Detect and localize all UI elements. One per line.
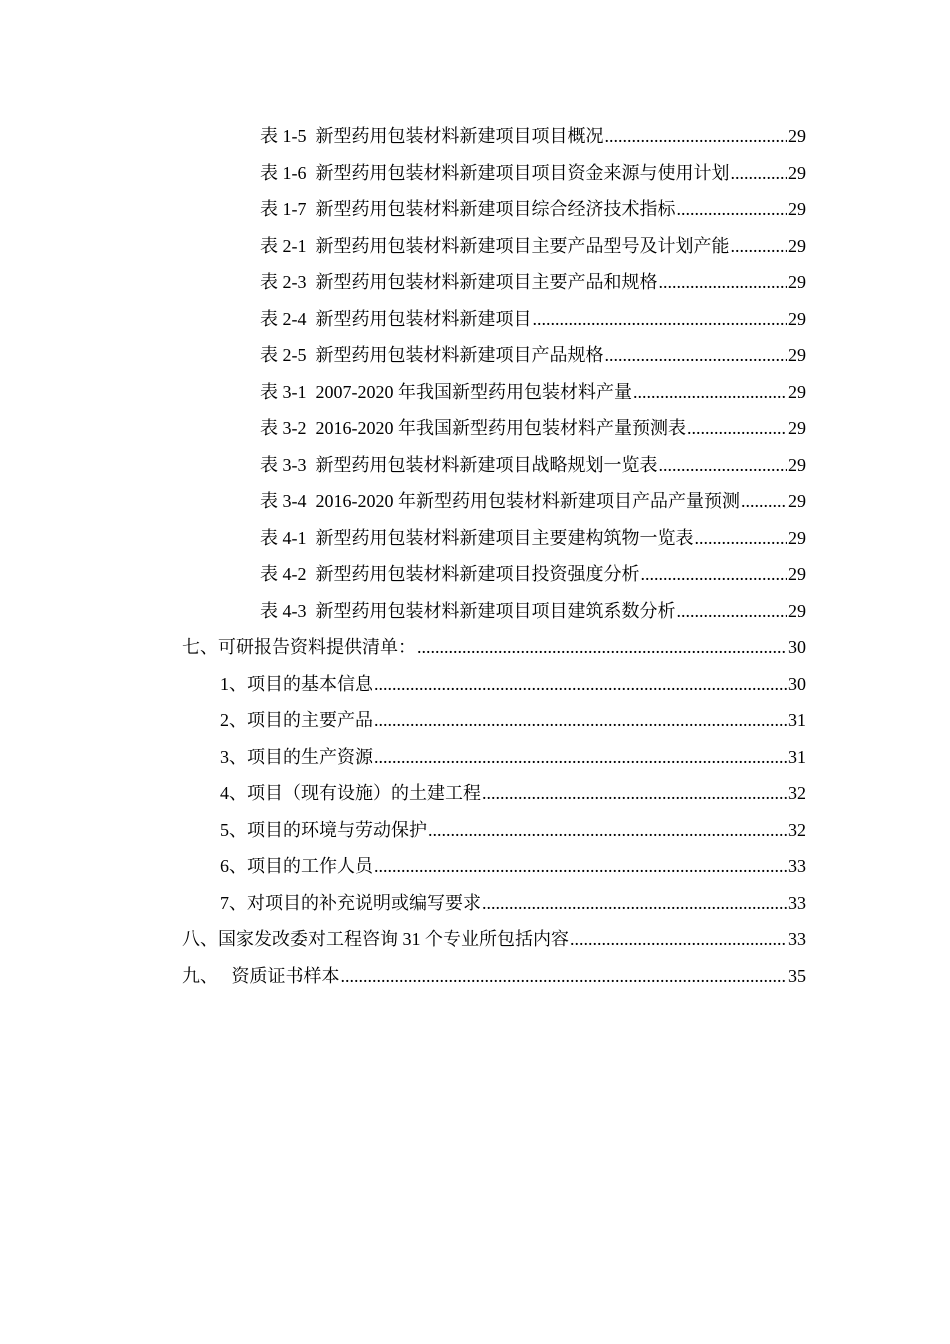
toc-entry-label: 3、项目的生产资源 — [220, 746, 373, 767]
toc-entry-page: 35 — [788, 965, 806, 986]
toc-entry-label: 表 1-6 新型药用包装材料新建项目项目资金来源与使用计划 — [260, 162, 730, 183]
toc-entry-page: 29 — [788, 381, 806, 402]
toc-entry-page: 33 — [788, 929, 806, 949]
toc-entry-page: 32 — [788, 783, 806, 803]
toc-entry-page: 29 — [788, 600, 806, 621]
toc-leader-dots — [659, 447, 788, 483]
toc-leader-dots — [374, 739, 787, 775]
toc-entry[interactable] — [260, 374, 806, 410]
toc-entry-page: 30 — [788, 637, 806, 657]
toc-entry-label: 2、项目的主要产品 — [220, 710, 373, 730]
toc-entry-label: 表 2-1 新型药用包装材料新建项目主要产品型号及计划产能 — [260, 235, 730, 256]
toc-entry-label: 表 4-1 新型药用包装材料新建项目主要建构筑物一览表 — [260, 527, 694, 548]
toc-entry[interactable] — [182, 629, 806, 665]
toc-entry[interactable] — [260, 483, 806, 519]
toc-entry[interactable] — [220, 885, 806, 921]
toc-entry-page: 30 — [788, 673, 806, 694]
toc-entry-page: 32 — [788, 819, 806, 840]
toc-entry[interactable] — [260, 556, 806, 592]
toc-entry-page: 29 — [788, 527, 806, 548]
toc-entry[interactable] — [260, 520, 806, 556]
toc-entry[interactable] — [220, 739, 806, 775]
toc-entry-label: 表 1-7 新型药用包装材料新建项目综合经济技术指标 — [260, 199, 676, 219]
toc-entry-label: 6、项目的工作人员 — [220, 856, 373, 876]
toc-leader-dots — [374, 848, 787, 884]
toc-entry[interactable] — [182, 958, 806, 994]
toc-entry-page: 29 — [788, 564, 806, 584]
toc-entry-page: 31 — [788, 746, 806, 767]
toc-entry-page: 33 — [788, 892, 806, 913]
toc-leader-dots — [570, 921, 787, 957]
toc-entry[interactable] — [260, 228, 806, 264]
toc-entry-page: 29 — [788, 308, 806, 329]
toc-entry[interactable] — [220, 848, 806, 884]
toc-leader-dots — [374, 666, 787, 702]
toc-entry-page: 29 — [788, 272, 806, 292]
toc-leader-dots — [695, 520, 788, 556]
toc-leader-dots — [482, 775, 787, 811]
toc-entry-label: 表 4-3 新型药用包装材料新建项目项目建筑系数分析 — [260, 600, 676, 621]
toc-entry-label: 七、可研报告资料提供清单： — [182, 637, 416, 657]
toc-entry[interactable] — [260, 191, 806, 227]
toc-entry[interactable] — [220, 666, 806, 702]
toc-entry-label: 表 4-2 新型药用包装材料新建项目投资强度分析 — [260, 564, 640, 584]
toc-entry-label: 表 3-4 2016-2020 年新型药用包装材料新建项目产品产量预测 — [260, 491, 740, 511]
toc-leader-dots — [374, 702, 787, 738]
toc-entry[interactable] — [260, 447, 806, 483]
toc-leader-dots — [731, 155, 788, 191]
toc-entry-page: 29 — [788, 418, 806, 438]
toc-leader-dots — [741, 483, 787, 519]
toc-leader-dots — [417, 629, 787, 665]
toc-leader-dots — [677, 593, 788, 629]
toc-entry-label: 九、 资质证书样本 — [182, 965, 340, 986]
toc-entry-label: 表 2-5 新型药用包装材料新建项目产品规格 — [260, 345, 604, 365]
toc-entry[interactable] — [220, 702, 806, 738]
toc-entry-page: 29 — [788, 199, 806, 219]
toc-entry-page: 29 — [788, 126, 806, 146]
toc-entry-label: 4、项目（现有设施）的土建工程 — [220, 783, 481, 803]
toc-entry-page: 29 — [788, 162, 806, 183]
toc-leader-dots — [633, 374, 787, 410]
toc-leader-dots — [428, 812, 787, 848]
toc-entry-label: 表 3-2 2016-2020 年我国新型药用包装材料产量预测表 — [260, 418, 686, 438]
toc-entry[interactable] — [260, 410, 806, 446]
toc-entry-label: 表 2-4 新型药用包装材料新建项目 — [260, 308, 532, 329]
toc-entry-page: 29 — [788, 235, 806, 256]
toc-entry-page: 29 — [788, 345, 806, 365]
toc-entry-label: 表 3-3 新型药用包装材料新建项目战略规划一览表 — [260, 454, 658, 475]
toc-entry-label: 表 1-5 新型药用包装材料新建项目项目概况 — [260, 126, 604, 146]
toc-leader-dots — [605, 337, 788, 373]
toc-entry[interactable] — [260, 337, 806, 373]
toc-entry-label: 1、项目的基本信息 — [220, 673, 373, 694]
toc-entry[interactable] — [260, 155, 806, 191]
toc-entry-page: 31 — [788, 710, 806, 730]
toc-entry-label: 八、国家发改委对工程咨询 31 个专业所包括内容 — [182, 929, 569, 949]
toc-leader-dots — [482, 885, 787, 921]
toc-leader-dots — [641, 556, 788, 592]
toc-entry-label: 5、项目的环境与劳动保护 — [220, 819, 427, 840]
toc-entry-page: 29 — [788, 454, 806, 475]
toc-entry[interactable] — [220, 812, 806, 848]
toc-leader-dots — [533, 301, 788, 337]
toc-entry-label: 表 2-3 新型药用包装材料新建项目主要产品和规格 — [260, 272, 658, 292]
toc-leader-dots — [731, 228, 788, 264]
toc-entry-page: 33 — [788, 856, 806, 876]
toc-leader-dots — [677, 191, 788, 227]
toc-leader-dots — [659, 264, 788, 300]
toc-leader-dots — [341, 958, 788, 994]
toc-leader-dots — [605, 118, 788, 154]
toc-entry[interactable] — [260, 593, 806, 629]
toc-entry[interactable] — [260, 264, 806, 300]
toc-entry-label: 7、对项目的补充说明或编写要求 — [220, 892, 481, 913]
toc-entry[interactable] — [260, 301, 806, 337]
toc-entry[interactable] — [182, 921, 806, 957]
toc-entry[interactable] — [220, 775, 806, 811]
toc-entry-label: 表 3-1 2007-2020 年我国新型药用包装材料产量 — [260, 381, 632, 402]
toc-entry[interactable] — [260, 118, 806, 154]
toc-leader-dots — [687, 410, 787, 446]
toc-entry-page: 29 — [788, 491, 806, 511]
